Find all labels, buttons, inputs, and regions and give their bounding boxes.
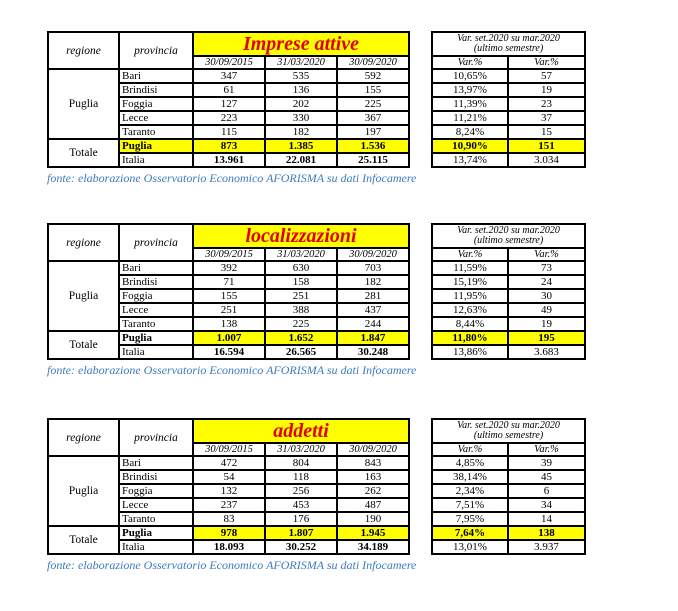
table-title: Imprese attive: [193, 32, 409, 56]
var-pct-cell: 7,95%: [432, 512, 508, 526]
totale-puglia-label: Puglia: [119, 526, 193, 540]
value-cell: 703: [337, 261, 409, 275]
value-cell: 136: [265, 83, 337, 97]
value-cell: 347: [193, 69, 265, 83]
provincia-cell: Bari: [119, 456, 193, 470]
value-cell: 127: [193, 97, 265, 111]
var-italia-pct-cell: 13,74%: [432, 153, 508, 167]
date-header: 30/09/2015: [193, 443, 265, 456]
variazione-header-line1: Var. set.2020 su mar.2020: [457, 224, 560, 236]
value-cell: 367: [337, 111, 409, 125]
value-cell: 163: [337, 470, 409, 484]
localizzazioni-table: [47, 223, 410, 360]
value-cell: 251: [193, 303, 265, 317]
value-cell: 843: [337, 456, 409, 470]
provincia-cell: Lecce: [119, 303, 193, 317]
value-cell: 61: [193, 83, 265, 97]
date-header: 30/09/2015: [193, 248, 265, 261]
var-pct-cell: 4,85%: [432, 456, 508, 470]
value-cell: 115: [193, 125, 265, 139]
variazione-header-line2: (ultimo semestre): [473, 43, 544, 54]
var-italia-pct-cell: 13,01%: [432, 540, 508, 554]
value-cell: 251: [265, 289, 337, 303]
provincia-column-header: provincia: [119, 419, 193, 456]
variazione-header: [432, 224, 585, 248]
totale-cell: Totale: [48, 331, 119, 359]
totale-value-cell: 1.385: [265, 139, 337, 153]
value-cell: 118: [265, 470, 337, 484]
value-cell: 330: [265, 111, 337, 125]
value-cell: 630: [265, 261, 337, 275]
var-pct-cell: 12,63%: [432, 303, 508, 317]
var-abs-cell: 23: [508, 97, 585, 111]
value-cell: 225: [337, 97, 409, 111]
totale-value-cell: 30.248: [337, 345, 409, 359]
value-cell: 54: [193, 470, 265, 484]
var-abs-cell: 24: [508, 275, 585, 289]
var-pct-cell: 8,24%: [432, 125, 508, 139]
var-pct-cell: 15,19%: [432, 275, 508, 289]
totale-value-cell: 13.961: [193, 153, 265, 167]
totale-value-cell: 1.945: [337, 526, 409, 540]
variazione-header: [432, 32, 585, 56]
source-note: fonte: elaborazione Osservatorio Economico AFORISMA su dati Infocamere: [47, 558, 417, 572]
value-cell: 132: [193, 484, 265, 498]
date-header: 31/03/2020: [265, 56, 337, 69]
regione-column-header: regione: [48, 419, 119, 456]
provincia-cell: Taranto: [119, 125, 193, 139]
value-cell: 83: [193, 512, 265, 526]
variazione-header-line2: (ultimo semestre): [473, 430, 544, 441]
var-abs-cell: 34: [508, 498, 585, 512]
var-abs-cell: 49: [508, 303, 585, 317]
var-pct-cell: 13,97%: [432, 83, 508, 97]
value-cell: 244: [337, 317, 409, 331]
provincia-cell: Brindisi: [119, 83, 193, 97]
regione-cell: Puglia: [48, 456, 119, 526]
date-header: 31/03/2020: [265, 443, 337, 456]
provincia-cell: Foggia: [119, 97, 193, 111]
value-cell: 158: [265, 275, 337, 289]
var-pct-cell: 8,44%: [432, 317, 508, 331]
provincia-cell: Bari: [119, 69, 193, 83]
totale-italia-label: Italia: [119, 345, 193, 359]
var-pct-cell: 7,51%: [432, 498, 508, 512]
provincia-cell: Brindisi: [119, 275, 193, 289]
totale-value-cell: 18.093: [193, 540, 265, 554]
variazione-header-line1: Var. set.2020 su mar.2020: [457, 32, 560, 44]
regione-cell: Puglia: [48, 261, 119, 331]
value-cell: 256: [265, 484, 337, 498]
value-cell: 155: [193, 289, 265, 303]
totale-puglia-label: Puglia: [119, 331, 193, 345]
var-abs-cell: 19: [508, 83, 585, 97]
value-cell: 155: [337, 83, 409, 97]
provincia-column-header: provincia: [119, 32, 193, 69]
var-col-header: Var.%: [432, 248, 508, 261]
date-header: 31/03/2020: [265, 248, 337, 261]
var-pct-cell: 11,95%: [432, 289, 508, 303]
totale-value-cell: 1.007: [193, 331, 265, 345]
value-cell: 223: [193, 111, 265, 125]
variazione-header: [432, 419, 585, 443]
totale-value-cell: 1.807: [265, 526, 337, 540]
date-header: 30/09/2015: [193, 56, 265, 69]
totale-value-cell: 873: [193, 139, 265, 153]
table-title: localizzazioni: [193, 224, 409, 248]
var-col-header: Var.%: [432, 56, 508, 69]
value-cell: 592: [337, 69, 409, 83]
variazione-table: [431, 223, 586, 360]
provincia-cell: Lecce: [119, 498, 193, 512]
var-italia-abs-cell: 3.937: [508, 540, 585, 554]
var-totale-abs-cell: 151: [508, 139, 585, 153]
addetti-table: [47, 418, 410, 555]
totale-value-cell: 16.594: [193, 345, 265, 359]
value-cell: 71: [193, 275, 265, 289]
var-italia-abs-cell: 3.034: [508, 153, 585, 167]
var-pct-cell: 11,59%: [432, 261, 508, 275]
totale-value-cell: 1.652: [265, 331, 337, 345]
var-abs-cell: 39: [508, 456, 585, 470]
totale-value-cell: 26.565: [265, 345, 337, 359]
totale-cell: Totale: [48, 526, 119, 554]
imprese-attive-table: [47, 31, 410, 168]
totale-italia-label: Italia: [119, 153, 193, 167]
var-abs-cell: 19: [508, 317, 585, 331]
value-cell: 453: [265, 498, 337, 512]
var-totale-pct-cell: 10,90%: [432, 139, 508, 153]
regione-column-header: regione: [48, 32, 119, 69]
provincia-cell: Taranto: [119, 512, 193, 526]
regione-cell: Puglia: [48, 69, 119, 139]
var-italia-pct-cell: 13,86%: [432, 345, 508, 359]
value-cell: 281: [337, 289, 409, 303]
value-cell: 202: [265, 97, 337, 111]
table-title: addetti: [193, 419, 409, 443]
provincia-cell: Foggia: [119, 484, 193, 498]
provincia-cell: Brindisi: [119, 470, 193, 484]
value-cell: 225: [265, 317, 337, 331]
value-cell: 388: [265, 303, 337, 317]
date-header: 30/09/2020: [337, 443, 409, 456]
value-cell: 138: [193, 317, 265, 331]
value-cell: 535: [265, 69, 337, 83]
var-pct-cell: 10,65%: [432, 69, 508, 83]
variazione-table: [431, 418, 586, 555]
var-abs-cell: 30: [508, 289, 585, 303]
var-totale-abs-cell: 195: [508, 331, 585, 345]
value-cell: 487: [337, 498, 409, 512]
var-abs-cell: 73: [508, 261, 585, 275]
var-totale-pct-cell: 7,64%: [432, 526, 508, 540]
var-abs-cell: 15: [508, 125, 585, 139]
totale-cell: Totale: [48, 139, 119, 167]
var-totale-pct-cell: 11,80%: [432, 331, 508, 345]
var-abs-cell: 57: [508, 69, 585, 83]
var-pct-cell: 11,21%: [432, 111, 508, 125]
var-abs-cell: 37: [508, 111, 585, 125]
var-col-header: Var.%: [508, 443, 585, 456]
value-cell: 190: [337, 512, 409, 526]
totale-italia-label: Italia: [119, 540, 193, 554]
regione-column-header: regione: [48, 224, 119, 261]
provincia-cell: Lecce: [119, 111, 193, 125]
var-pct-cell: 11,39%: [432, 97, 508, 111]
date-header: 30/09/2020: [337, 56, 409, 69]
value-cell: 437: [337, 303, 409, 317]
var-italia-abs-cell: 3.683: [508, 345, 585, 359]
value-cell: 182: [265, 125, 337, 139]
value-cell: 392: [193, 261, 265, 275]
totale-value-cell: 1.536: [337, 139, 409, 153]
value-cell: 182: [337, 275, 409, 289]
section-addetti: [0, 418, 678, 610]
source-note: fonte: elaborazione Osservatorio Economico AFORISMA su dati Infocamere: [47, 171, 417, 185]
var-col-header: Var.%: [432, 443, 508, 456]
provincia-cell: Taranto: [119, 317, 193, 331]
totale-value-cell: 25.115: [337, 153, 409, 167]
provincia-cell: Bari: [119, 261, 193, 275]
var-pct-cell: 38,14%: [432, 470, 508, 484]
var-col-header: Var.%: [508, 56, 585, 69]
provincia-column-header: provincia: [119, 224, 193, 261]
var-abs-cell: 45: [508, 470, 585, 484]
var-pct-cell: 2,34%: [432, 484, 508, 498]
provincia-cell: Foggia: [119, 289, 193, 303]
value-cell: 237: [193, 498, 265, 512]
var-col-header: Var.%: [508, 248, 585, 261]
totale-value-cell: 978: [193, 526, 265, 540]
value-cell: 804: [265, 456, 337, 470]
date-header: 30/09/2020: [337, 248, 409, 261]
totale-value-cell: 34.189: [337, 540, 409, 554]
value-cell: 197: [337, 125, 409, 139]
variazione-header-line2: (ultimo semestre): [473, 235, 544, 246]
section-localizzazioni: [0, 223, 678, 415]
var-abs-cell: 14: [508, 512, 585, 526]
section-imprese-attive: [0, 31, 678, 223]
variazione-table: [431, 31, 586, 168]
value-cell: 176: [265, 512, 337, 526]
var-totale-abs-cell: 138: [508, 526, 585, 540]
totale-value-cell: 22.081: [265, 153, 337, 167]
totale-puglia-label: Puglia: [119, 139, 193, 153]
variazione-header-line1: Var. set.2020 su mar.2020: [457, 419, 560, 431]
totale-value-cell: 30.252: [265, 540, 337, 554]
totale-value-cell: 1.847: [337, 331, 409, 345]
source-note: fonte: elaborazione Osservatorio Economico AFORISMA su dati Infocamere: [47, 363, 417, 377]
var-abs-cell: 6: [508, 484, 585, 498]
value-cell: 472: [193, 456, 265, 470]
value-cell: 262: [337, 484, 409, 498]
